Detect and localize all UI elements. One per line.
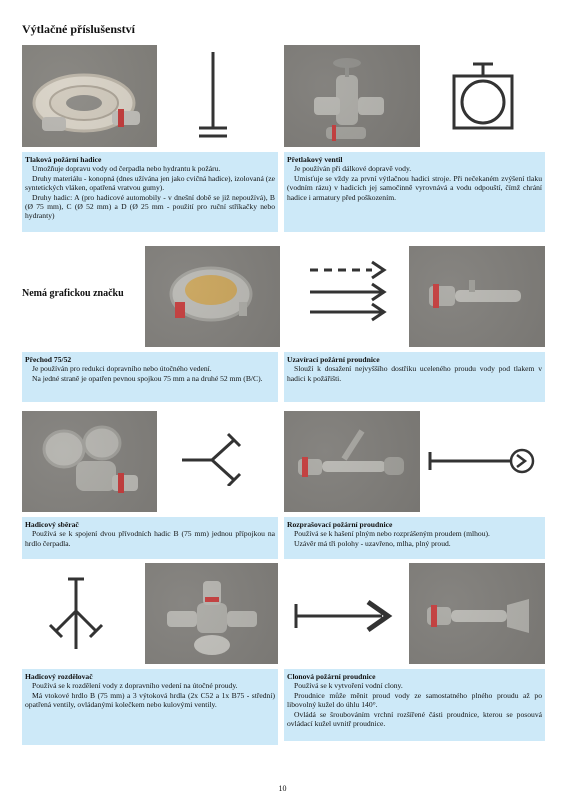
pressure-valve-symbol-icon bbox=[448, 62, 522, 132]
photo-curtain-nozzle bbox=[409, 563, 545, 664]
item-title: Uzavírací požární proudnice bbox=[287, 355, 380, 364]
photo-fire-hose bbox=[22, 45, 157, 147]
item-title: Přetlakový ventil bbox=[287, 155, 343, 164]
item-text: Je používán při dálkové dopravě vody. bbox=[294, 164, 412, 174]
item-box-spray-nozzle bbox=[284, 517, 545, 559]
item-text: Slouží k dosažení nejvyššího dostřiku uceleného proudu vody pod tlakem v hadici k požářišti. bbox=[287, 364, 542, 383]
no-symbol-label: Nemá grafickou značku bbox=[22, 288, 124, 299]
shutoff-nozzle-symbol-icon bbox=[302, 258, 392, 322]
item-text: Používá se k spojení dvou přívodních hadic B (75 mm) jednou přípojkou na hrdlo čerpadla. bbox=[25, 529, 275, 548]
collector-symbol-icon bbox=[178, 430, 248, 486]
item-title: Clonová požární proudnice bbox=[287, 672, 376, 681]
item-title: Rozprašovací požární proudnice bbox=[287, 520, 393, 529]
item-box-curtain-nozzle bbox=[284, 669, 545, 741]
item-text: Uzávěr má tři polohy - uzavřeno, mlha, plný proud. bbox=[294, 538, 451, 548]
page-title: Výtlačné příslušenství bbox=[22, 22, 136, 36]
curtain-nozzle-symbol-icon bbox=[292, 596, 404, 636]
item-text: Používá se k hašení plným nebo rozprášeným proudem (mlhou). bbox=[294, 529, 490, 539]
item-title: Hadicový sběrač bbox=[25, 520, 79, 529]
photo-divider bbox=[145, 563, 278, 664]
item-text: Používá se k rozdělení vody z dopravního vedení na útočné proudy. bbox=[32, 681, 238, 691]
photo-collector bbox=[22, 411, 157, 512]
item-text: Druhy hadic: A (pro hadicové automobily - v dnešní době se již nepoužívá), B (Ø 75 mm), C (Ø 52 mm) a D (Ø 25 mm - použití pro ruční stříkačky nebo hydranty) bbox=[25, 192, 275, 221]
photo-spray-nozzle bbox=[284, 411, 420, 512]
item-box-divider bbox=[22, 669, 278, 745]
item-text: Používá se k vytvoření vodní clony. bbox=[294, 681, 403, 691]
hose-symbol-icon bbox=[193, 48, 233, 144]
item-text: Je používán pro redukci dopravního nebo útočného vedení. bbox=[32, 364, 212, 374]
photo-shutoff-nozzle bbox=[409, 246, 545, 347]
item-text: Umisťuje se vždy za první výtlačnou hadici stroje. Při nečekaném zvýšení tlaku (vodním rázu) v hadicích jej samočinně vyrovnává a vodu odpouští, čímž chrání hadice i armatury před poškozením. bbox=[287, 173, 542, 202]
item-text: Umožňuje dopravu vody od čerpadla nebo hydrantu k požáru. bbox=[32, 164, 221, 174]
item-box-collector bbox=[22, 517, 278, 559]
item-text: Na jedné straně je opatřen pevnou spojkou 75 mm a na druhé 52 mm (B/C). bbox=[32, 373, 263, 383]
item-box-shutoff-nozzle bbox=[284, 352, 545, 402]
item-title: Hadicový rozdělovač bbox=[25, 672, 93, 681]
spray-nozzle-symbol-icon bbox=[426, 446, 538, 476]
photo-adapter bbox=[145, 246, 280, 347]
item-box-hose bbox=[22, 152, 278, 232]
item-box-pressure-valve bbox=[284, 152, 545, 232]
item-text: Ovládá se šroubováním vrchní rozšířené části proudnice, kterou se posouvá ovládací kužel uvnitř proudnice. bbox=[287, 709, 542, 729]
item-text: Má vtokové hrdlo B (75 mm) a 3 výtoková hrdla (2x C52 a 1x B75 - střední) opatřená ventily, ovládanými kolečkem nebo kulovými ventily. bbox=[25, 690, 275, 710]
item-title: Přechod 75/52 bbox=[25, 355, 72, 364]
page-number: 10 bbox=[278, 784, 287, 793]
item-box-adapter bbox=[22, 352, 278, 402]
item-text: Proudnice může měnit proud vody ze samostatného plného proudu až po libovolný kužel do úhlu 140°. bbox=[287, 690, 542, 710]
photo-pressure-valve bbox=[284, 45, 420, 147]
item-text: Druhy materiálu - konopná (dnes užívána jen jako cvičná hadice), izolovaná (ze syntetických vláken, opatřená vratvou gumy). bbox=[25, 173, 275, 193]
item-title: Tlaková požární hadice bbox=[25, 155, 102, 164]
divider-symbol-icon bbox=[48, 575, 104, 651]
